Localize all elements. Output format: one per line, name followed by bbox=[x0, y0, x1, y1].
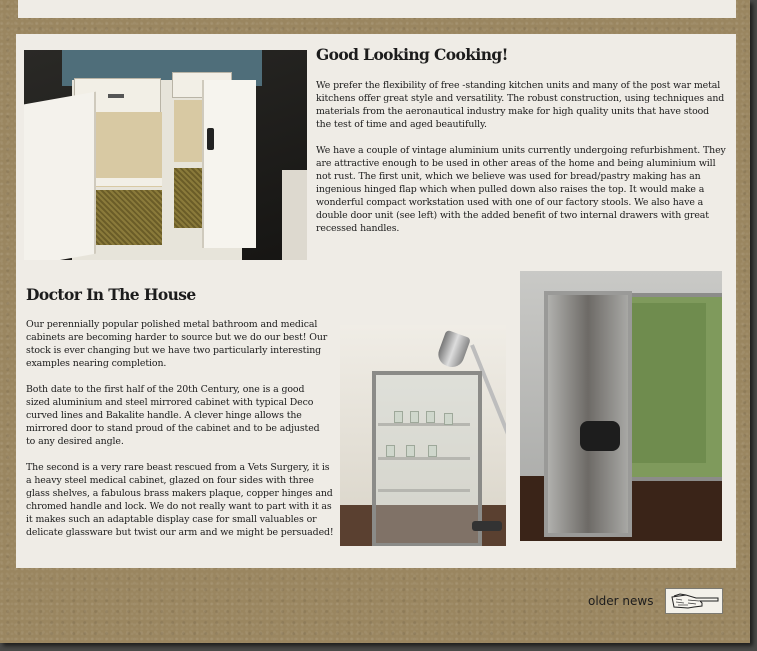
article-paragraph: Our perennially popular polished metal bathroom and medical cabinets are becoming harder to source but we do our best! Our stock is ever changing but we have two particularly interesting examples nearing completion. bbox=[26, 319, 328, 369]
article-paragraph: We prefer the flexibility of free -standing kitchen units and many of the post war metal kitchens offer great style and versatility. The robust construction, using techniques and materials from the aeronautical industry make for high quality units that have stood the test of time and aged beautifully. bbox=[316, 80, 725, 130]
mirrored-cabinet-photo bbox=[520, 271, 722, 541]
article-paragraph: Both date to the first half of the 20th Century, one is a good sized aluminium and steel mirrored cabinet with typical Deco curved lines and Bakalite handle. A clever hinge allows the mirrored door to stand proud of the cabinet and to be adjusted to any desired angle. bbox=[26, 384, 320, 447]
older-news-link[interactable]: older news bbox=[588, 594, 654, 608]
kitchen-unit-photo bbox=[24, 50, 307, 260]
article-title-doctor: Doctor In The House bbox=[26, 285, 196, 304]
glass-medical-cabinet-photo bbox=[340, 325, 506, 546]
article-title-cooking: Good Looking Cooking! bbox=[316, 45, 508, 64]
previous-news-card bbox=[18, 0, 736, 18]
article-paragraph: The second is a very rare beast rescued from a Vets Surgery, it is a heavy steel medical cabinet, glazed on four sides with three glass shelves, a fabulous brass makers plaque, copper hinges and chromed handle and lock. We do not really want to part with it as it makes such an adaptable display case for small valuables or delicate glassware but twist our arm and we might be persuaded! bbox=[26, 462, 334, 538]
article-paragraph: We have a couple of vintage aluminium units currently undergoing refurbishment. They are attractive enough to be used in other areas of the home and being aluminium will not rust. The first unit, which we believe was used for bread/pastry making has an ingenious hinged flap which when pulled down also raises the top. It would make a wonderful compact workstation used with one of our factory stools. We also have a double door unit (see left) with the added benefit of two internal drawers with great recessed handles. bbox=[316, 145, 726, 234]
pointing-hand-icon[interactable] bbox=[665, 588, 723, 614]
